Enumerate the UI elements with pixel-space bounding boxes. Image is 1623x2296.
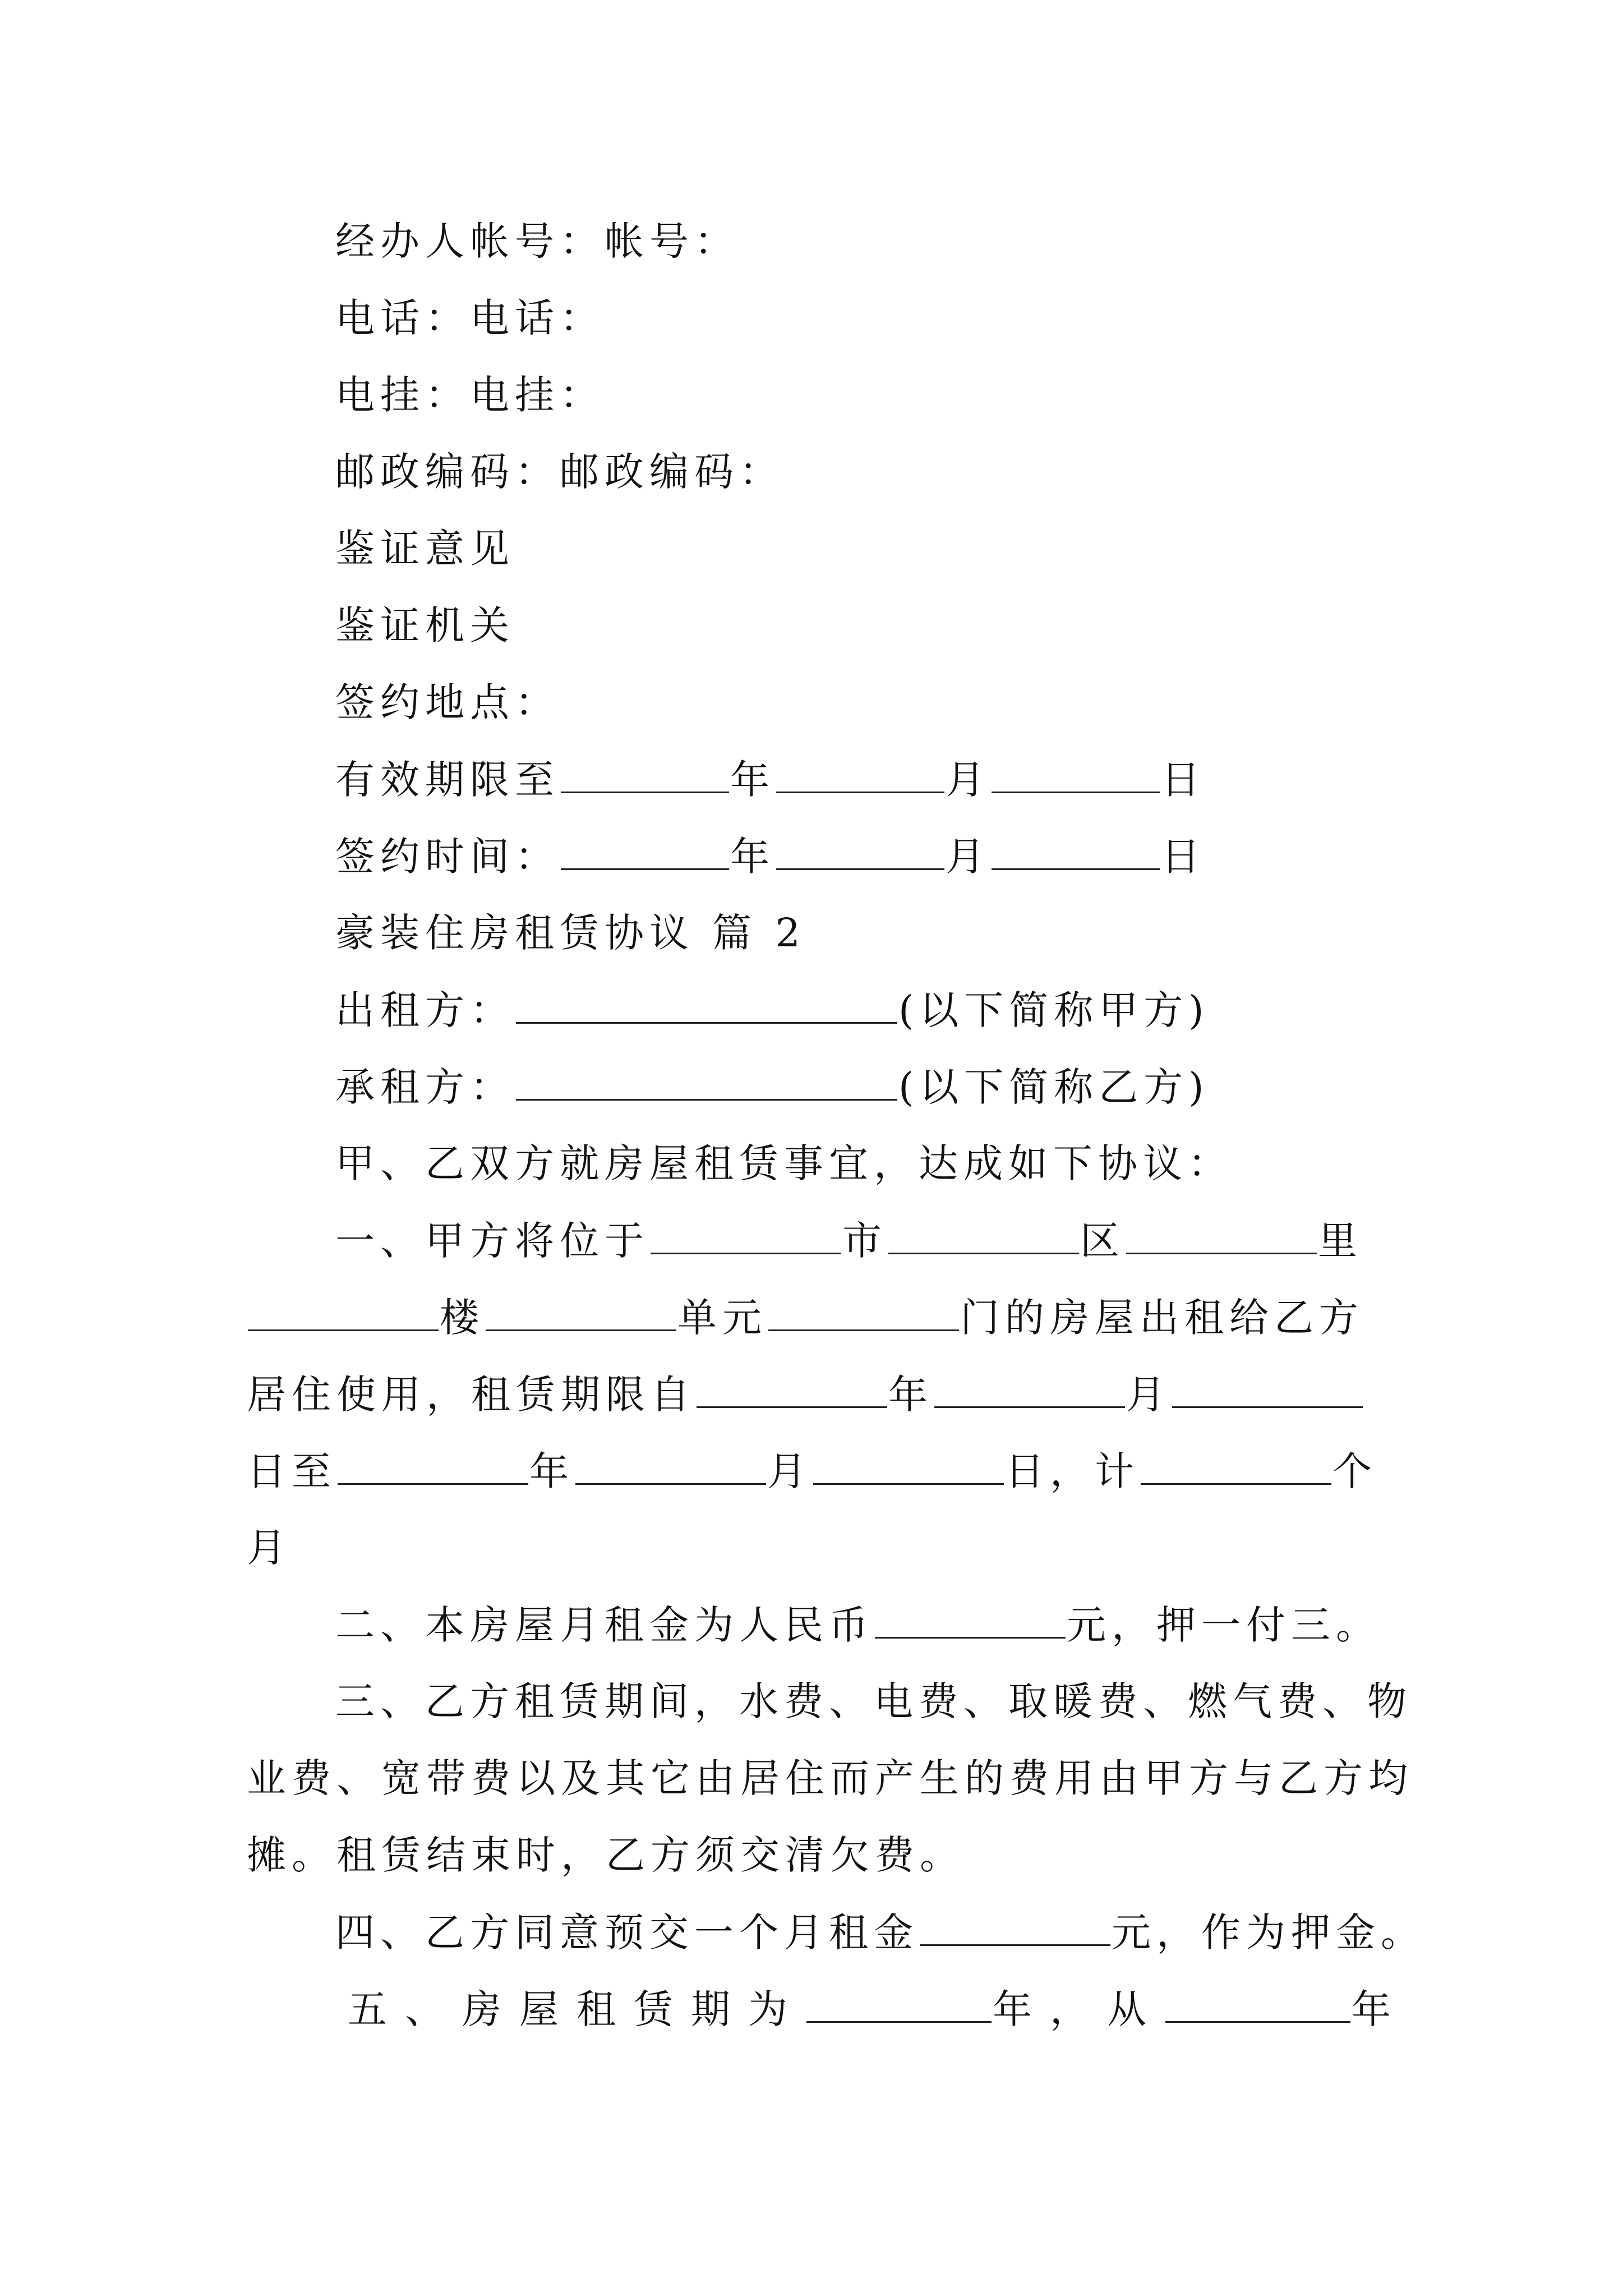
blank-field — [1172, 1372, 1363, 1408]
blank-field — [888, 1218, 1079, 1254]
agent-account-line: 经办人帐号：帐号： — [335, 218, 739, 264]
blank-field — [992, 757, 1160, 793]
clause-3-line-2: 业费、宽带费以及其它由居住而产生的费用由甲方与乙方均 — [247, 1755, 1413, 1801]
blank-field — [1165, 1986, 1350, 2023]
blank-field — [875, 1602, 1066, 1639]
year-label: 年 — [730, 757, 775, 803]
signing-time-label: 签约时间： — [335, 834, 560, 880]
clause-text: 年 — [1352, 1986, 1409, 2032]
blank-field — [338, 1448, 528, 1485]
signing-time-line — [335, 834, 1206, 879]
clause-3-line-3: 摊。租赁结束时，乙方须交清欠费。 — [247, 1832, 965, 1878]
clause-1-line-2 — [247, 1295, 1364, 1340]
validity-label: 有效期限至 — [335, 757, 560, 803]
telegraph-line: 电挂：电挂： — [335, 372, 605, 418]
clause-text: 二、本房屋月租金为人民币 — [335, 1602, 874, 1648]
clause-1-line-5: 月 — [247, 1525, 292, 1571]
blank-field — [486, 1295, 676, 1331]
clause-text: 个 — [1332, 1448, 1377, 1494]
day-label: 日 — [1161, 834, 1206, 880]
clause-text: 市 — [842, 1218, 887, 1264]
clause-text: 元，押一付三。 — [1067, 1602, 1381, 1648]
clause-text: 年 — [888, 1372, 933, 1418]
blank-field — [516, 987, 897, 1024]
phone-line: 电话：电话： — [335, 295, 605, 341]
clause-4 — [335, 1910, 1426, 1955]
blank-field — [776, 834, 944, 870]
postal-code-line: 邮政编码：邮政编码： — [335, 449, 784, 495]
clause-text: 月 — [1126, 1372, 1171, 1418]
lessee-line — [335, 1064, 1210, 1110]
blank-field — [1126, 1218, 1317, 1254]
lessor-line — [335, 987, 1210, 1033]
blank-field — [651, 1218, 841, 1254]
verification-authority-line: 鉴证机关 — [335, 602, 515, 648]
blank-field — [806, 1986, 992, 2023]
clause-text: 四、乙方同意预交一个月租金 — [335, 1910, 919, 1955]
blank-field — [516, 1064, 897, 1101]
clause-text: 日至 — [247, 1448, 336, 1494]
clause-text: 五、房屋租赁期为 — [348, 1986, 805, 2032]
clause-text: 日，计 — [1005, 1448, 1140, 1494]
year-label: 年 — [730, 834, 775, 880]
validity-period-line — [335, 757, 1206, 802]
blank-field — [768, 1295, 959, 1331]
clause-text: 元，作为押金。 — [1112, 1910, 1426, 1955]
clause-1-line-3 — [247, 1372, 1364, 1417]
blank-field — [813, 1448, 1004, 1485]
lessor-note: (以下简称甲方) — [898, 987, 1210, 1033]
clause-text: 一、甲方将位于 — [335, 1218, 649, 1264]
agreement-intro: 甲、乙双方就房屋租赁事宜，达成如下协议： — [335, 1140, 1233, 1186]
clause-text: 区 — [1080, 1218, 1125, 1264]
blank-field — [920, 1910, 1110, 1946]
blank-field — [248, 1295, 439, 1331]
blank-field — [992, 834, 1160, 870]
blank-field — [575, 1448, 766, 1485]
clause-1-line-4 — [247, 1448, 1377, 1494]
clause-text: 月 — [767, 1448, 812, 1494]
clause-5 — [348, 1986, 1409, 2032]
section-heading: 豪装住房租赁协议 篇 2 — [335, 910, 806, 956]
clause-text: 门的房屋出租给乙方 — [960, 1295, 1364, 1341]
clause-text: 年 — [529, 1448, 574, 1494]
clause-text: 楼 — [440, 1295, 485, 1341]
clause-text: 里 — [1318, 1218, 1363, 1264]
clause-text: 居住使用，租赁期限自 — [247, 1372, 695, 1418]
clause-text: 年，从 — [993, 1986, 1164, 2032]
signing-place-line: 签约地点： — [335, 679, 560, 725]
clause-3-line-1: 三、乙方租赁期间，水费、电费、取暖费、燃气费、物 — [335, 1678, 1412, 1724]
month-label: 月 — [946, 757, 990, 803]
clause-1-line-1 — [335, 1218, 1363, 1263]
lessor-label: 出租方： — [335, 987, 515, 1033]
blank-field — [561, 834, 729, 870]
lessee-note: (以下简称乙方) — [898, 1064, 1210, 1110]
blank-field — [1141, 1448, 1331, 1485]
clause-2 — [335, 1602, 1381, 1648]
clause-text: 单元 — [677, 1295, 767, 1341]
blank-field — [697, 1372, 887, 1408]
blank-field — [561, 757, 729, 793]
month-label: 月 — [946, 834, 990, 880]
verification-opinion-line: 鉴证意见 — [335, 526, 515, 572]
lessee-label: 承租方： — [335, 1064, 515, 1110]
day-label: 日 — [1161, 757, 1206, 803]
blank-field — [934, 1372, 1125, 1408]
blank-field — [776, 757, 944, 793]
